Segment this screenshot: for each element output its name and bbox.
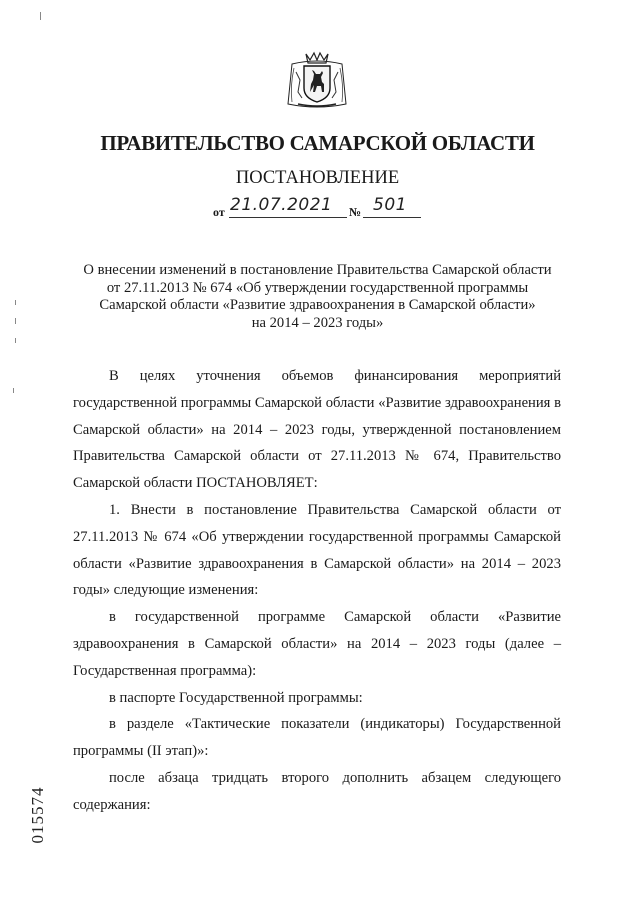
scan-mark [40, 12, 41, 20]
body-paragraph: в государственной программе Самарской области «Развитие здравоохранения в Самарской области» на 2014 – 2023 годы (далее – Государственная программа): [73, 609, 561, 679]
scan-mark [13, 388, 14, 393]
date-number-line [213, 195, 443, 219]
subject-line: от 27.11.2013 № 674 «Об утверждении государственной программы [106, 279, 529, 296]
handwritten-date: 21.07.2021 [230, 195, 333, 215]
subject-line: Самарской области «Развитие здравоохранения в Самарской области» [99, 297, 536, 313]
document-body [73, 363, 561, 819]
body-paragraph: 1. Внести в постановление Правительства Самарской области от 27.11.2013 № 674 «Об утверждении государственной программы Самарской области «Развитие здравоохранения в Самарской области» на 2014 – 2023 годы» следующие изменения: [73, 501, 561, 599]
government-title: ПРАВИТЕЛЬСТВО САМАРСКОЙ ОБЛАСТИ [100, 131, 535, 155]
body-paragraph: после абзаца тридцать второго дополнить абзацем следующего содержания: [73, 769, 561, 813]
document-type: ПОСТАНОВЛЕНИЕ [235, 168, 400, 188]
body-paragraph: В целях уточнения объемов финансирования мероприятий государственной программы Самарской области «Развитие здравоохранения в Самарской области» на 2014 – 2023 годы, утвержденной постановлением Правительства Самарской области от 27.11.2013 № 674, Правительство Самарской области ПОСТАНОВЛЯЕТ: [73, 368, 561, 492]
margin-stamp [28, 775, 48, 855]
scan-mark [15, 300, 16, 305]
number-label: № [349, 205, 362, 219]
number-underline [363, 217, 421, 218]
subject-line: на 2014 – 2023 годы» [251, 314, 384, 331]
document-subject [60, 262, 575, 332]
body-paragraph: в паспорте Государственной программы: [109, 689, 363, 706]
stamp-number: 015574 [28, 786, 47, 844]
scan-mark [15, 338, 16, 343]
body-paragraph: в разделе «Тактические показатели (индикаторы) Государственной программы (II этап)»: [73, 716, 561, 760]
handwritten-number: 501 [373, 195, 407, 215]
samara-coat-of-arms-icon [284, 50, 350, 110]
scan-mark [15, 318, 16, 324]
subject-line: О внесении изменений в постановление Правительства Самарской области [83, 262, 552, 278]
date-underline [229, 217, 347, 218]
date-label: от [213, 205, 225, 219]
